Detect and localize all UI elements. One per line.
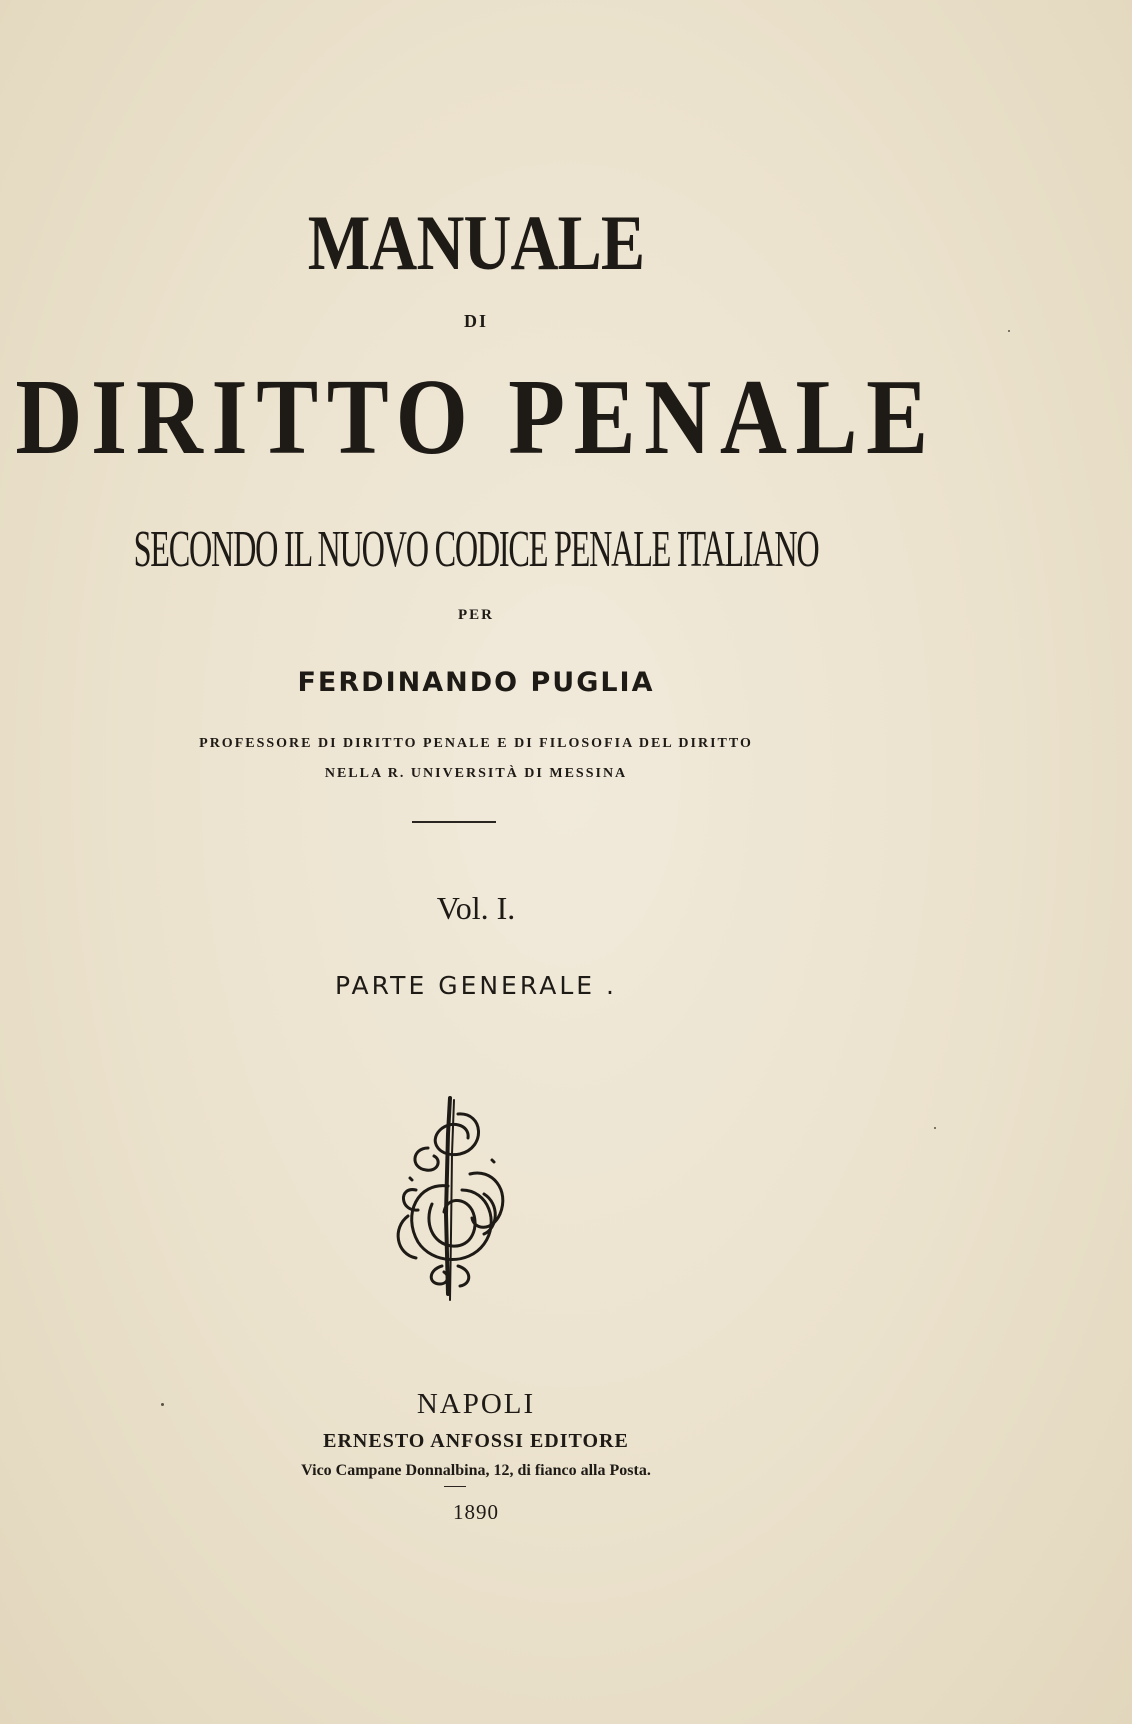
title-connector: DI — [463, 311, 488, 331]
author-name: FERDINANDO PUGLIA — [297, 667, 655, 698]
publication-year: 1890 — [453, 1500, 499, 1524]
publisher-name: ERNESTO ANFOSSI EDITORE — [323, 1430, 629, 1452]
author-role-line-2: NELLA R. UNIVERSITÀ DI MESSINA — [324, 766, 628, 781]
book-title: MANUALE — [307, 199, 645, 286]
paper-speck — [934, 1127, 936, 1129]
author-role-line-1: PROFESSORE DI DIRITTO PENALE E DI FILOSOFIA DEL DIRITTO — [199, 736, 753, 751]
publisher-monogram-icon — [388, 1094, 516, 1306]
publisher-address: Vico Campane Donnalbina, 12, di fianco alla Posta. — [301, 1462, 651, 1479]
part-label: PARTE GENERALE . — [335, 971, 617, 1000]
imprint-city: NAPOLI — [416, 1388, 536, 1420]
year-divider — [444, 1486, 466, 1487]
volume-label: Vol. I. — [436, 890, 516, 926]
paper-speck — [161, 1403, 164, 1406]
book-subtitle: SECONDO IL NUOVO CODICE PENALE ITALIANO — [133, 521, 819, 578]
paper-speck — [1008, 330, 1010, 332]
book-subject: DIRITTO PENALE — [15, 358, 937, 477]
divider-rule — [412, 821, 496, 823]
author-preposition: PER — [458, 607, 494, 623]
